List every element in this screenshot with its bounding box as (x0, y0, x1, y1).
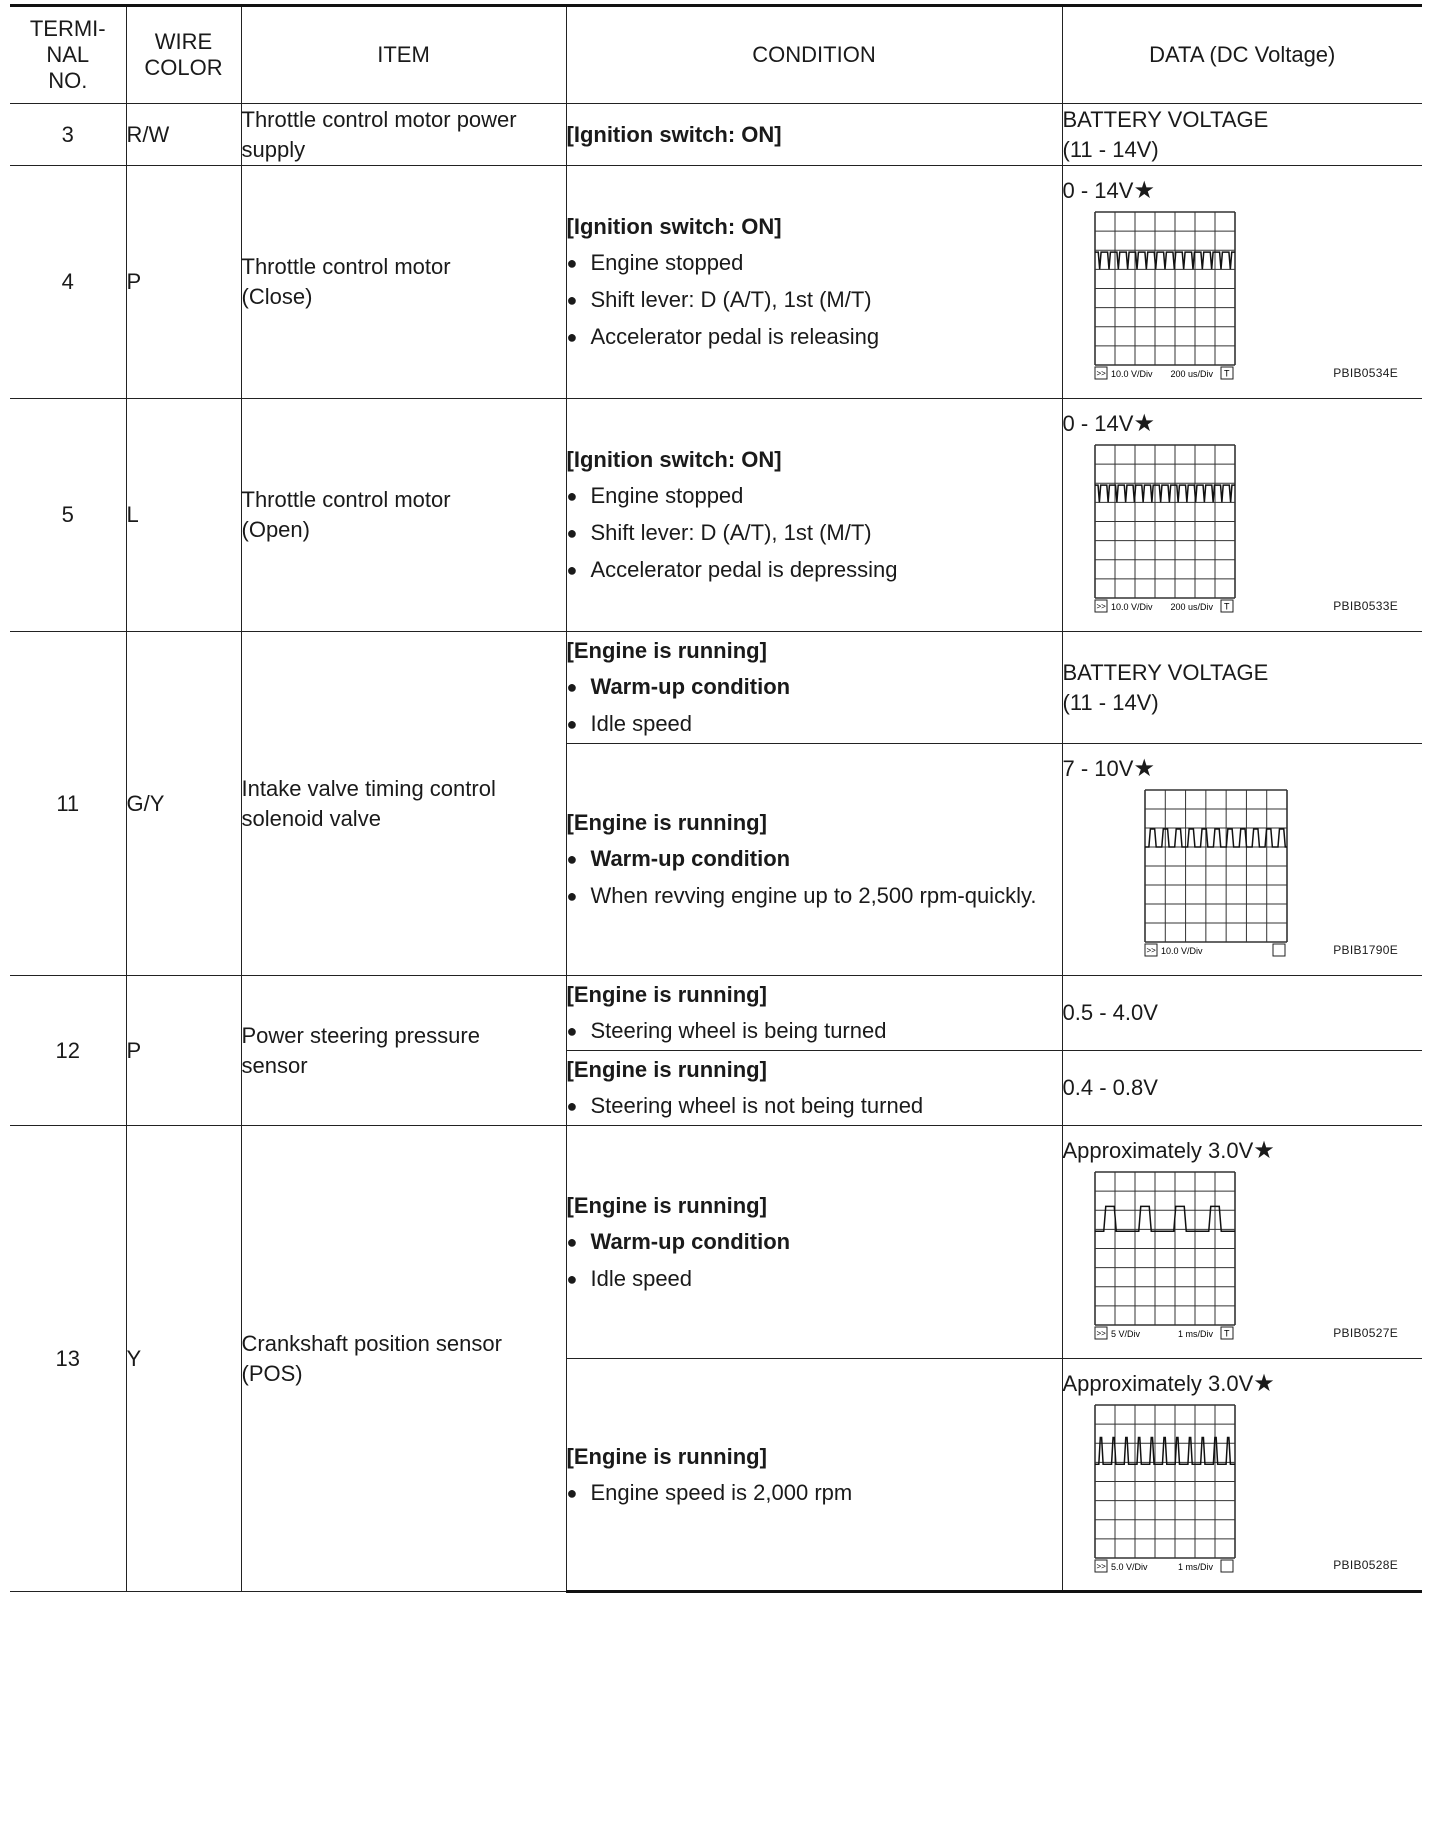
condition-cell (566, 976, 1062, 1051)
scope-trigger-label: T (1223, 601, 1229, 612)
terminal-number: 11 (10, 632, 126, 976)
condition-cell (566, 744, 1062, 976)
scope-time-per-div: 200 us/Div (1169, 602, 1213, 612)
item-description (241, 399, 566, 632)
condition-heading: [Ignition switch: ON] (566, 214, 782, 239)
scope-volts-per-div: 10.0 V/Div (1160, 946, 1203, 956)
wire-color: L (126, 399, 241, 632)
scope-arrow: >> (1096, 602, 1106, 611)
data-cell (1062, 399, 1422, 632)
item-line: (Close) (241, 284, 313, 309)
scope-grid (1095, 1405, 1235, 1558)
scope-arrow: >> (1096, 1562, 1106, 1571)
data-value: BATTERY VOLTAGE (1062, 659, 1269, 685)
condition-heading: [Ignition switch: ON] (566, 447, 782, 472)
condition-bullet (567, 319, 1062, 356)
figure-code: PBIB0534E (1333, 366, 1398, 380)
item-description (241, 166, 566, 399)
table-header (10, 6, 1422, 104)
data-voltage-text: Approximately 3.0V (1062, 1371, 1254, 1396)
condition-cell (566, 1051, 1062, 1126)
scope-time-per-div: 200 us/Div (1169, 369, 1213, 379)
condition-bullet-text: Engine speed is 2,000 rpm (590, 1479, 853, 1505)
item-line: Power steering pressure (241, 1022, 480, 1048)
wire-color: G/Y (126, 632, 241, 976)
condition-bullet-text: Warm-up condition (590, 846, 791, 871)
condition-heading: [Engine is running] (566, 1443, 767, 1469)
condition-bullet (567, 878, 1062, 915)
waveform-trace (1095, 252, 1235, 269)
condition-bullet (567, 245, 1062, 282)
condition-bullet (567, 552, 1062, 589)
figure-code: PBIB0528E (1333, 1558, 1398, 1572)
oscilloscope-waveform (1093, 210, 1237, 383)
scope-time-per-div: 1 ms/Div (1177, 1562, 1213, 1572)
condition-bullet (567, 706, 1062, 743)
condition-bullet (567, 1013, 1062, 1050)
bullet-icon: ● (566, 1096, 578, 1116)
waveform-trace (1145, 829, 1287, 847)
scope-arrow: >> (1096, 369, 1106, 378)
table-row (10, 399, 1422, 632)
data-voltage-text: 0 - 14V (1062, 411, 1134, 436)
star-icon: ★ (1133, 177, 1155, 204)
oscilloscope-waveform (1093, 1403, 1237, 1576)
item-line: supply (241, 136, 306, 162)
condition-bullet (567, 841, 1062, 878)
data-cell (1062, 632, 1422, 744)
table-row (10, 104, 1422, 166)
condition-heading: [Engine is running] (566, 1057, 767, 1082)
bullet-icon: ● (566, 253, 578, 273)
table-row (10, 632, 1422, 744)
bullet-icon: ● (566, 677, 578, 697)
item-line: Intake valve timing control (241, 775, 496, 801)
data-value: (11 - 14V) (1062, 689, 1159, 715)
bullet-icon: ● (566, 886, 578, 906)
condition-bullet (567, 515, 1062, 552)
condition-bullet-text: Idle speed (590, 711, 693, 736)
data-voltage (1063, 754, 1423, 784)
scope-volts-per-div: 10.0 V/Div (1110, 602, 1153, 612)
condition-bullet (567, 1088, 1062, 1125)
wire-color: P (126, 976, 241, 1126)
scope-grid (1145, 790, 1287, 942)
item-description (241, 976, 566, 1126)
star-icon: ★ (1253, 1137, 1275, 1164)
scope-volts-per-div: 5 V/Div (1110, 1329, 1140, 1339)
header-condition: CONDITION (566, 6, 1062, 104)
item-line: sensor (241, 1052, 308, 1078)
scope-trigger-box (1273, 944, 1285, 956)
data-value: BATTERY VOLTAGE (1062, 106, 1269, 132)
star-icon: ★ (1253, 1370, 1275, 1397)
header-terminal: TERMI- NAL NO. (10, 6, 126, 104)
item-line: Throttle control motor power (241, 106, 517, 132)
wire-color: P (126, 166, 241, 399)
bullet-icon: ● (566, 560, 578, 580)
item-line: Throttle control motor (241, 254, 451, 279)
data-voltage-text: 0 - 14V (1062, 178, 1134, 203)
condition-heading: [Engine is running] (566, 810, 767, 835)
terminal-number: 5 (10, 399, 126, 632)
condition-cell (566, 1359, 1062, 1592)
data-cell (1062, 166, 1422, 399)
data-cell (1062, 976, 1422, 1051)
condition-cell (566, 399, 1062, 632)
scope-volts-per-div: 5.0 V/Div (1110, 1562, 1148, 1572)
terminal-number: 12 (10, 976, 126, 1126)
condition-bullet-text: Warm-up condition (590, 674, 791, 699)
scope-volts-per-div: 10.0 V/Div (1110, 369, 1153, 379)
bullet-icon: ● (566, 849, 578, 869)
header-item: ITEM (241, 6, 566, 104)
wire-color: Y (126, 1126, 241, 1592)
scope-trigger-box (1221, 1560, 1233, 1572)
condition-bullet-text: Engine stopped (590, 483, 744, 508)
item-line: solenoid valve (241, 805, 381, 831)
data-value: 0.5 - 4.0V (1062, 1000, 1158, 1025)
scope-trigger-label: T (1223, 368, 1229, 379)
item-line: Throttle control motor (241, 487, 451, 512)
condition-bullet-text: Steering wheel is not being turned (590, 1093, 924, 1118)
bullet-icon: ● (566, 1482, 578, 1503)
condition-bullet-text: Accelerator pedal is depressing (590, 557, 898, 582)
terminal-spec-table (10, 4, 1422, 1593)
oscilloscope-waveform (1143, 788, 1289, 960)
star-icon: ★ (1133, 755, 1155, 782)
condition-heading: [Engine is running] (566, 638, 767, 663)
condition-bullet (567, 1224, 1062, 1261)
item-line: (POS) (241, 1360, 303, 1386)
condition-bullet-text: Shift lever: D (A/T), 1st (M/T) (590, 287, 872, 312)
bullet-icon: ● (566, 1021, 578, 1041)
data-voltage (1063, 1136, 1423, 1166)
figure-code: PBIB0527E (1333, 1326, 1398, 1340)
item-line: (Open) (241, 517, 310, 542)
item-description (241, 1126, 566, 1592)
data-cell (1062, 1051, 1422, 1126)
condition-bullet-text: When revving engine up to 2,500 rpm-quickly. (590, 883, 1037, 908)
bullet-icon: ● (566, 1231, 578, 1252)
condition-bullet-text: Accelerator pedal is releasing (590, 324, 880, 349)
bullet-icon: ● (566, 714, 578, 734)
item-description (241, 632, 566, 976)
oscilloscope-waveform (1093, 443, 1237, 616)
condition-bullet-text: Idle speed (590, 1265, 693, 1291)
star-icon: ★ (1133, 410, 1155, 437)
data-voltage (1063, 1369, 1423, 1399)
data-value: (11 - 14V) (1062, 136, 1159, 162)
bullet-icon: ● (566, 1268, 578, 1289)
condition-cell (566, 632, 1062, 744)
terminal-number: 3 (10, 104, 126, 166)
oscilloscope-waveform (1093, 1170, 1237, 1343)
data-cell (1062, 1126, 1422, 1359)
condition-bullet-text: Engine stopped (590, 250, 744, 275)
condition-cell (566, 104, 1062, 166)
condition-bullet (567, 669, 1062, 706)
condition-bullet-text: Steering wheel is being turned (590, 1018, 887, 1043)
scope-grid (1095, 1172, 1235, 1325)
scope-time-per-div: 1 ms/Div (1177, 1329, 1213, 1339)
data-voltage (1063, 409, 1423, 439)
data-voltage (1063, 176, 1423, 206)
scope-grid (1095, 445, 1235, 598)
data-cell (1062, 104, 1422, 166)
data-voltage-text: 7 - 10V (1062, 756, 1134, 781)
data-voltage-text: Approximately 3.0V (1062, 1138, 1254, 1163)
item-description (241, 104, 566, 166)
condition-bullet-text: Warm-up condition (590, 1228, 791, 1254)
table-body (10, 104, 1422, 1592)
item-line: Crankshaft position sensor (241, 1330, 502, 1356)
table-row (10, 166, 1422, 399)
bullet-icon: ● (566, 290, 578, 310)
waveform-trace (1095, 1438, 1235, 1465)
scope-grid (1095, 212, 1235, 365)
data-cell (1062, 744, 1422, 976)
condition-bullet-text: Shift lever: D (A/T), 1st (M/T) (590, 520, 872, 545)
bullet-icon: ● (566, 327, 578, 347)
wire-color: R/W (126, 104, 241, 166)
condition-heading: [Ignition switch: ON] (566, 122, 782, 147)
waveform-trace (1095, 485, 1235, 502)
condition-bullet (567, 282, 1062, 319)
table-row (10, 976, 1422, 1051)
scope-arrow: >> (1146, 946, 1156, 955)
header-data: DATA (DC Voltage) (1062, 6, 1422, 104)
figure-code: PBIB1790E (1333, 943, 1398, 957)
header-wire-color: WIRE COLOR (126, 6, 241, 104)
condition-bullet (567, 1261, 1062, 1298)
terminal-number: 4 (10, 166, 126, 399)
data-value: 0.4 - 0.8V (1062, 1075, 1158, 1100)
scope-trigger-label: T (1223, 1328, 1229, 1339)
bullet-icon: ● (566, 486, 578, 506)
condition-cell (566, 166, 1062, 399)
data-cell (1062, 1359, 1422, 1592)
table-row (10, 1126, 1422, 1359)
bullet-icon: ● (566, 523, 578, 543)
condition-cell (566, 1126, 1062, 1359)
condition-heading: [Engine is running] (566, 1192, 767, 1218)
condition-bullet (567, 1475, 1062, 1512)
condition-heading: [Engine is running] (566, 982, 767, 1007)
figure-code: PBIB0533E (1333, 599, 1398, 613)
terminal-number: 13 (10, 1126, 126, 1592)
scope-arrow: >> (1096, 1329, 1106, 1338)
condition-bullet (567, 478, 1062, 515)
